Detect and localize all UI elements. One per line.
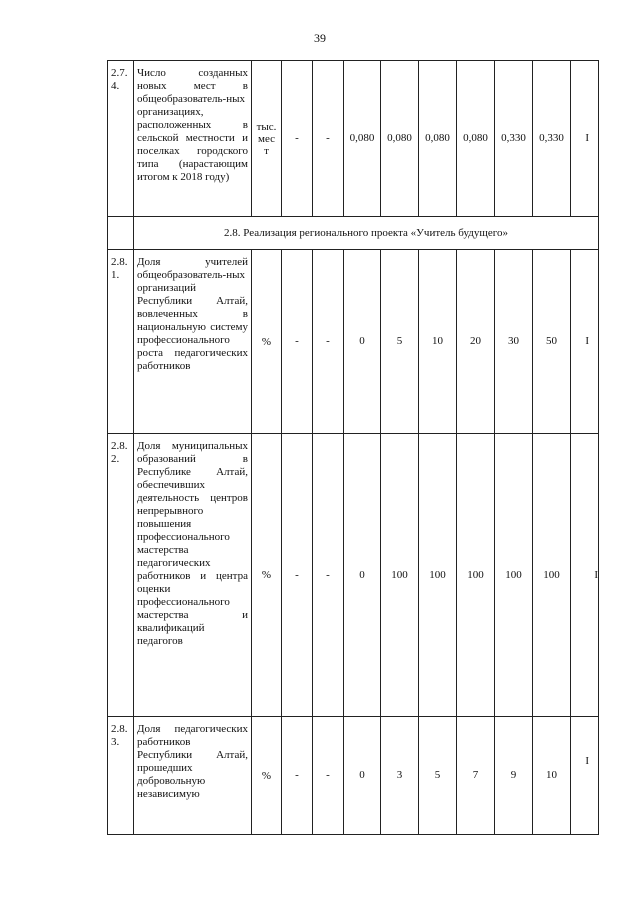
value-cell: 100 (381, 434, 419, 717)
base-value-cell: - (282, 250, 313, 434)
base-value-cell: - (282, 61, 313, 217)
value-cell: 10 (533, 717, 571, 835)
base-value-cell: - (313, 717, 344, 835)
value-cell: 5 (419, 717, 457, 835)
page-number: 39 (314, 31, 326, 45)
source-cell: I (571, 434, 599, 717)
value-cell: 3 (381, 717, 419, 835)
value-cell: 0 (344, 250, 381, 434)
unit-cell: % (252, 434, 282, 717)
value-cell: 30 (495, 250, 533, 434)
value-cell: 7 (457, 717, 495, 835)
row-number: 2.8. 3. (108, 717, 134, 835)
value-cell: 100 (457, 434, 495, 717)
source-cell: I (571, 61, 599, 217)
value-cell: 50 (533, 250, 571, 434)
row-number: 2.8. 1. (108, 250, 134, 434)
value-cell: 0,080 (457, 61, 495, 217)
row-number: 2.8. 2. (108, 434, 134, 717)
base-value-cell: - (313, 61, 344, 217)
table-row (108, 250, 599, 434)
section-empty-cell (108, 217, 134, 250)
value-cell: 20 (457, 250, 495, 434)
table-row (108, 61, 599, 217)
table-row (108, 434, 599, 717)
unit-cell: тыс. мес т (252, 61, 282, 217)
value-cell: 5 (381, 250, 419, 434)
value-cell: 10 (419, 250, 457, 434)
value-cell: 0 (344, 434, 381, 717)
base-value-cell: - (313, 250, 344, 434)
value-cell: 0,080 (419, 61, 457, 217)
section-title: 2.8. Реализация регионального проекта «Учитель будущего» (134, 217, 599, 250)
value-cell: 0,080 (381, 61, 419, 217)
base-value-cell: - (282, 434, 313, 717)
indicator-name: Доля учителей общеобразователь-ных организаций Республики Алтай, вовлеченных в национальную систему профессионального роста педагогических работников (134, 250, 252, 434)
value-cell: 0,330 (533, 61, 571, 217)
indicator-name: Число созданных новых мест в общеобразователь-ных организациях, расположенных в сельской местности и поселках городского типа (нарастающим итогом к 2018 году) (134, 61, 252, 217)
value-cell: 100 (419, 434, 457, 717)
unit-cell: % (252, 717, 282, 835)
indicator-name: Доля педагогических работников Республики Алтай, прошедших добровольную независимую (134, 717, 252, 835)
value-cell: 0,080 (344, 61, 381, 217)
source-cell: I (571, 250, 599, 434)
unit-cell: % (252, 250, 282, 434)
value-cell: 0,330 (495, 61, 533, 217)
indicators-table (107, 60, 599, 835)
value-cell: 9 (495, 717, 533, 835)
row-number: 2.7. 4. (108, 61, 134, 217)
indicator-name: Доля муниципальных образований в Республике Алтай, обеспечивших деятельность центров непрерывного повышения профессионального мастерства педагогических работников и центра оценки профессионального мастерства и квалификаций педагогов (134, 434, 252, 717)
section-row (108, 217, 599, 250)
value-cell: 0 (344, 717, 381, 835)
base-value-cell: - (282, 717, 313, 835)
value-cell: 100 (495, 434, 533, 717)
table-row (108, 717, 599, 835)
source-cell: I (571, 717, 599, 835)
value-cell: 100 (533, 434, 571, 717)
base-value-cell: - (313, 434, 344, 717)
